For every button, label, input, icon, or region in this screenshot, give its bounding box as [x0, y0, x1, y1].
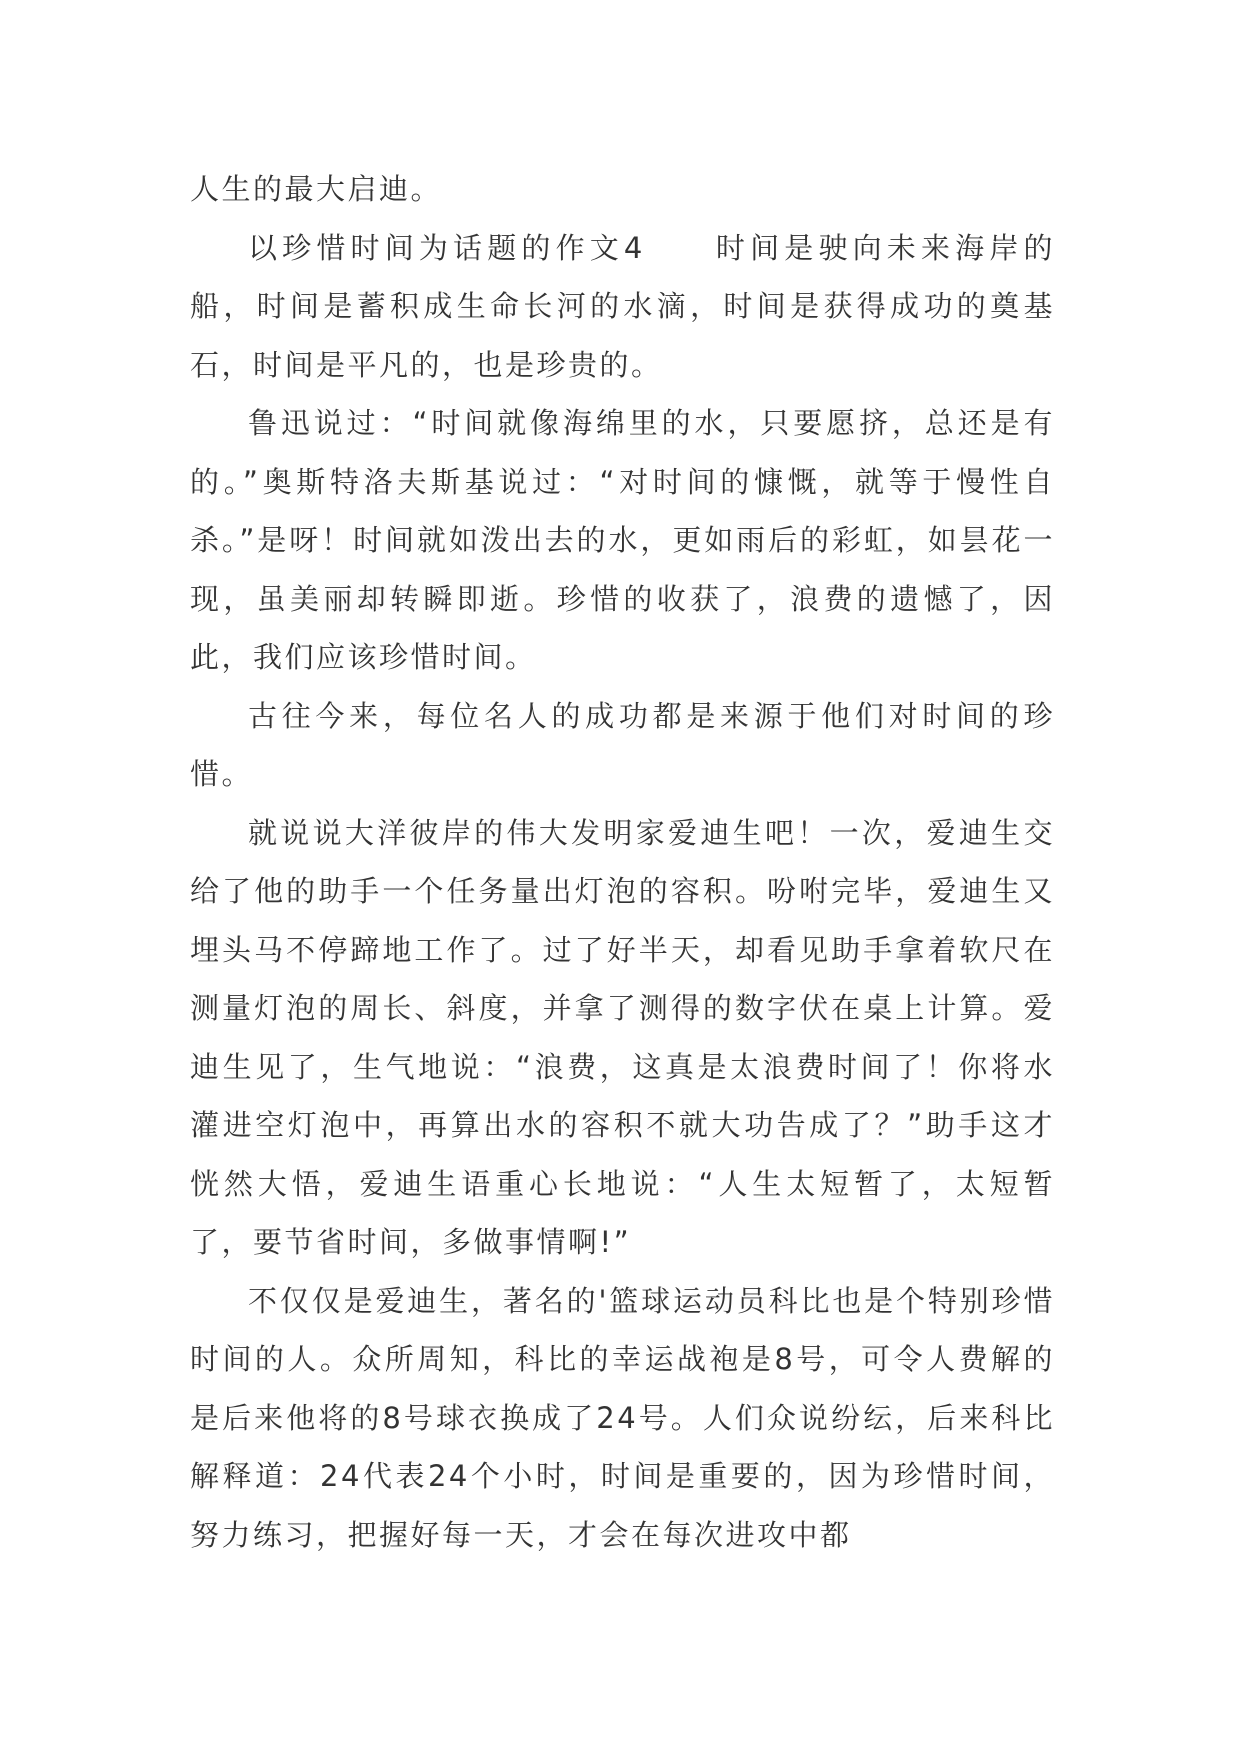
- paragraph-edison: 就说说大洋彼岸的伟大发明家爱迪生吧！一次，爱迪生交给了他的助手一个任务量出灯泡的容积。吩咐完毕，爱迪生又埋头马不停蹄地工作了。过了好半天，却看见助手拿着软尺在测量灯泡的周长、斜度，并拿了测得的数字伏在桌上计算。爱迪生见了，生气地说：“浪费，这真是太浪费时间了！你将水灌进空灯泡中，再算出水的容积不就大功告成了？”助手这才恍然大悟，爱迪生语重心长地说：“人生太短暂了，太短暂了，要节省时间，多做事情啊!”: [190, 815, 1055, 1259]
- paragraph-continued: 人生的最大启迪。: [190, 172, 443, 206]
- paragraph-essay-4-intro: 以珍惜时间为话题的作文4 时间是驶向未来海岸的船，时间是蓄积成生命长河的水滴，时间是获得成功的奠基石，时间是平凡的，也是珍贵的。: [190, 230, 1055, 382]
- paragraph-kobe: 不仅仅是爱迪生，著名的'篮球运动员科比也是个特别珍惜时间的人。众所周知，科比的幸运战袍是8号，可令人费解的是后来他将的8号球衣换成了24号。人们众说纷纭，后来科比解释道：24代表24个小时，时间是重要的，因为珍惜时间，努力练习，把握好每一天，才会在每次进攻中都: [190, 1283, 1055, 1552]
- paragraph-quotes: 鲁迅说过：“时间就像海绵里的水，只要愿挤，总还是有的。”奥斯特洛夫斯基说过：“对时间的慷慨，就等于慢性自杀。”是呀！时间就如泼出去的水，更如雨后的彩虹，如昙花一现，虽美丽却转瞬即逝。珍惜的收获了，浪费的遗憾了，因此，我们应该珍惜时间。: [190, 406, 1055, 674]
- essay-body: [190, 160, 1055, 1564]
- paragraph-famous-people: 古往今来，每位名人的成功都是来源于他们对时间的珍惜。: [190, 698, 1055, 791]
